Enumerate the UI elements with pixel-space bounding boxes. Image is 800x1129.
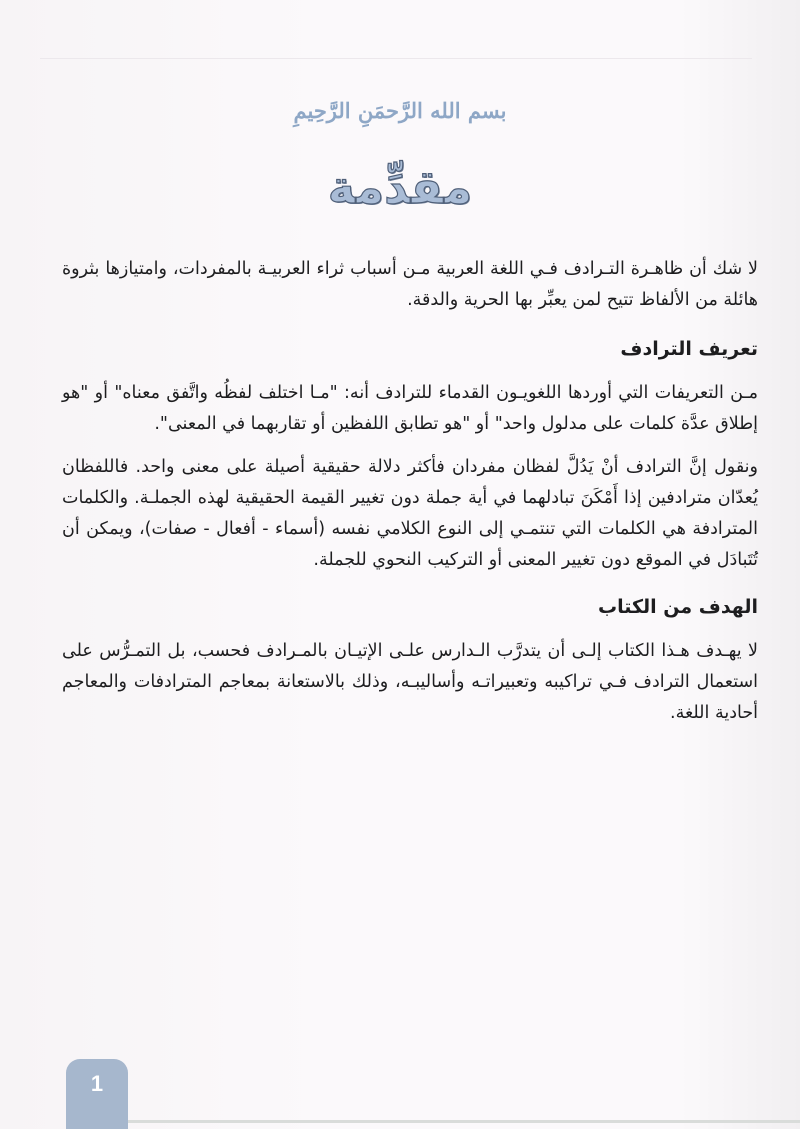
section-paragraph: لا يهـدف هـذا الكتاب إلـى أن يتدرَّب الـدارس علـى الإتيـان بالمـرادف فحسب، بل التمـرُّس على استعمال الترادف فـي تراكيبه وتعبيراتـه وأساليبـه، وذلك بالاستعانة بمعاجم المترادفات والمعاجم أحادية اللغة. <box>62 641 758 723</box>
section-book-goal <box>62 592 758 729</box>
section-paragraph: ونقول إنَّ الترادف أنْ يَدُلَّ لفظان مفردان فأكثر دلالة حقيقية أصيلة على معنى واحد. فاللفظان يُعدّان مترادفين إذا أَمْكَنَ تبادلهما في أية جملة دون تغيير القيمة الحقيقية لهذه الجملـة. والكلمات المترادفة هي الكلمات التي تنتمـي إلى النوع الكلامي نفسه (أسماء - أفعال - صفات)، ويمكن أن تُتَبادَل في الموقع دون تغيير المعنى أو التركيب النحوي للجملة. <box>62 457 758 570</box>
section-heading: الهدف من الكتاب <box>597 596 758 618</box>
bleed-through-rule <box>40 58 752 59</box>
section-definition <box>62 334 758 576</box>
page-number-tab <box>66 1059 128 1129</box>
section-heading: تعريف الترادف <box>620 338 758 360</box>
basmala: بسم الله الرَّحمَنِ الرَّحِيمِ <box>293 98 507 123</box>
page-title: مقدِّمة <box>327 160 473 214</box>
page-body <box>62 254 758 741</box>
page-number: 1 <box>90 1071 104 1096</box>
intro-paragraph: لا شك أن ظاهـرة التـرادف فـي اللغة العربية مـن أسباب ثراء العربيـة بالمفردات، وامتيازها بثروة هائلة من الألفاظ تتيح لمن يعبِّر بها الحرية والدقة. <box>62 259 758 310</box>
section-paragraph: مـن التعريفات التي أوردها اللغويـون القدماء للترادف أنه: "مـا اختلف لفظُه واتَّفق معناه" أو "هو إطلاق عدَّة كلمات على مدلول واحد" أو "هو تطابق اللفظين أو تقاربهما في المعنى". <box>62 383 758 434</box>
